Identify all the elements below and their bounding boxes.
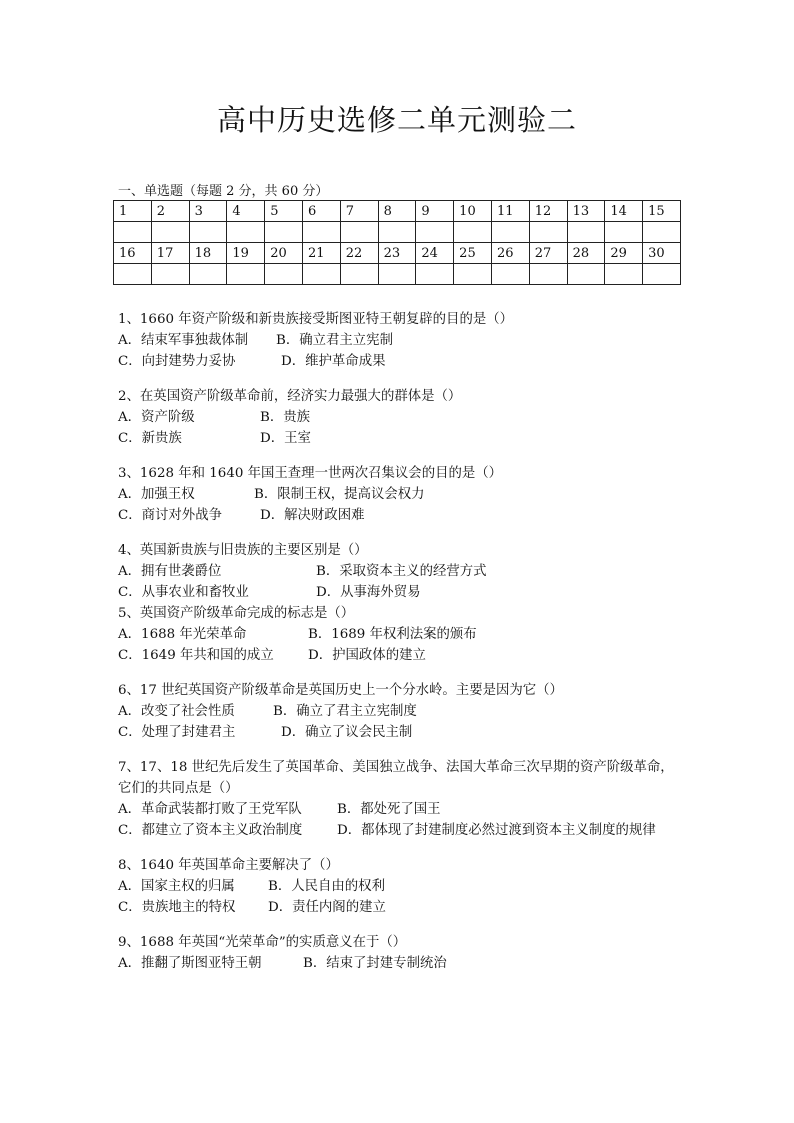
- grid-answer-row: [114, 264, 681, 285]
- option-c: C．1649 年共和国的成立: [118, 648, 274, 663]
- grid-number-cell: 10: [454, 201, 492, 222]
- grid-answer-cell[interactable]: [567, 264, 605, 285]
- grid-number-cell: 13: [567, 201, 605, 222]
- grid-number-row: [114, 201, 681, 222]
- question-7: [118, 757, 698, 841]
- grid-number-cell: 9: [416, 201, 454, 222]
- grid-answer-cell[interactable]: [151, 222, 189, 243]
- question-stem: 9、1688 年英国“光荣革命”的实质意义在于（）: [118, 935, 407, 950]
- question-list: [118, 309, 698, 988]
- grid-number-cell: 2: [151, 201, 189, 222]
- option-c: C．贵族地主的特权: [118, 900, 236, 915]
- grid-number-cell: 14: [605, 201, 643, 222]
- question-2: [118, 386, 698, 449]
- option-b: B．采取资本主义的经营方式: [316, 564, 487, 579]
- option-c: C．向封建势力妥协: [118, 354, 236, 369]
- grid-number-cell: 24: [416, 243, 454, 264]
- grid-number-cell: 19: [227, 243, 265, 264]
- grid-number-cell: 20: [265, 243, 303, 264]
- grid-answer-cell[interactable]: [340, 222, 378, 243]
- grid-answer-cell[interactable]: [491, 222, 529, 243]
- grid-number-cell: 8: [378, 201, 416, 222]
- grid-answer-row: [114, 222, 681, 243]
- grid-answer-cell[interactable]: [227, 222, 265, 243]
- option-d: D．从事海外贸易: [316, 585, 421, 600]
- grid-answer-cell[interactable]: [378, 222, 416, 243]
- grid-answer-cell[interactable]: [189, 222, 227, 243]
- grid-answer-cell[interactable]: [491, 264, 529, 285]
- option-a: A．1688 年光荣革命: [118, 627, 247, 642]
- grid-number-cell: 16: [114, 243, 152, 264]
- question-1: [118, 309, 698, 372]
- grid-answer-cell[interactable]: [114, 222, 152, 243]
- option-a: A．加强王权: [118, 487, 195, 502]
- grid-number-cell: 28: [567, 243, 605, 264]
- option-b: B．限制王权，提高议会权力: [254, 487, 425, 502]
- option-a: A．推翻了斯图亚特王朝: [118, 956, 262, 971]
- option-d: D．确立了议会民主制: [281, 725, 413, 740]
- grid-number-cell: 30: [643, 243, 681, 264]
- question-3: [118, 463, 698, 526]
- grid-answer-cell[interactable]: [605, 264, 643, 285]
- question-stem: 7、17、18 世纪先后发生了英国革命、美国独立战争、法国大革命三次早期的资产阶级革命，: [118, 760, 674, 775]
- grid-number-cell: 22: [340, 243, 378, 264]
- option-a: A．结束军事独裁体制: [118, 333, 249, 348]
- grid-number-cell: 6: [302, 201, 340, 222]
- grid-number-cell: 26: [491, 243, 529, 264]
- question-6: [118, 680, 698, 743]
- option-b: B．确立君主立宪制: [276, 333, 393, 348]
- grid-answer-cell[interactable]: [302, 264, 340, 285]
- question-stem-continued: 它们的共同点是（）: [118, 781, 239, 796]
- grid-number-cell: 12: [529, 201, 567, 222]
- question-9: [118, 932, 698, 974]
- question-stem: 8、1640 年英国革命主要解决了（）: [118, 858, 339, 873]
- option-c: C．商讨对外战争: [118, 508, 222, 523]
- grid-answer-cell[interactable]: [643, 264, 681, 285]
- grid-answer-cell[interactable]: [114, 264, 152, 285]
- option-c: C．从事农业和畜牧业: [118, 585, 249, 600]
- section-heading: 一、单选题（每题 2 分，共 60 分）: [118, 184, 329, 199]
- question-stem: 2、在英国资产阶级革命前，经济实力最强大的群体是（）: [118, 389, 462, 404]
- grid-answer-cell[interactable]: [454, 264, 492, 285]
- option-a: A．国家主权的归属: [118, 879, 235, 894]
- option-d: D．护国政体的建立: [308, 648, 426, 663]
- grid-number-cell: 25: [454, 243, 492, 264]
- option-b: B．贵族: [260, 410, 311, 425]
- grid-answer-cell[interactable]: [378, 264, 416, 285]
- question-stem: 6、17 世纪英国资产阶级革命是英国历史上一个分水岭。主要是因为它（）: [118, 683, 563, 698]
- grid-number-cell: 5: [265, 201, 303, 222]
- option-d: D．解决财政困难: [260, 508, 365, 523]
- option-b: B．人民自由的权利: [268, 879, 385, 894]
- grid-number-cell: 11: [491, 201, 529, 222]
- grid-number-cell: 3: [189, 201, 227, 222]
- grid-answer-cell[interactable]: [151, 264, 189, 285]
- grid-answer-cell[interactable]: [340, 264, 378, 285]
- grid-number-cell: 7: [340, 201, 378, 222]
- grid-answer-cell[interactable]: [605, 222, 643, 243]
- grid-number-row: [114, 243, 681, 264]
- grid-answer-cell[interactable]: [567, 222, 605, 243]
- option-d: D．都体现了封建制度必然过渡到资本主义制度的规律: [337, 823, 656, 838]
- grid-number-cell: 23: [378, 243, 416, 264]
- grid-number-cell: 27: [529, 243, 567, 264]
- answer-grid: [113, 200, 681, 285]
- grid-number-cell: 15: [643, 201, 681, 222]
- grid-answer-cell[interactable]: [416, 222, 454, 243]
- grid-answer-cell[interactable]: [302, 222, 340, 243]
- grid-number-cell: 1: [114, 201, 152, 222]
- grid-answer-cell[interactable]: [265, 264, 303, 285]
- grid-number-cell: 17: [151, 243, 189, 264]
- option-d: D．责任内阁的建立: [268, 900, 386, 915]
- grid-number-cell: 18: [189, 243, 227, 264]
- grid-number-cell: 29: [605, 243, 643, 264]
- option-d: D．维护革命成果: [281, 354, 386, 369]
- option-c: C．都建立了资本主义政治制度: [118, 823, 303, 838]
- question-stem: 1、1660 年资产阶级和新贵族接受斯图亚特王朝复辟的目的是（）: [118, 312, 514, 327]
- grid-answer-cell[interactable]: [189, 264, 227, 285]
- grid-answer-cell[interactable]: [265, 222, 303, 243]
- grid-answer-cell[interactable]: [643, 222, 681, 243]
- question-stem: 5、英国资产阶级革命完成的标志是（）: [118, 606, 355, 621]
- option-b: B．结束了封建专制统治: [303, 956, 447, 971]
- option-c: C．处理了封建君主: [118, 725, 236, 740]
- page-title: 高中历史选修二单元测验二: [216, 103, 577, 137]
- grid-number-cell: 21: [302, 243, 340, 264]
- question-5: [118, 603, 698, 666]
- question-stem: 4、英国新贵族与旧贵族的主要区别是（）: [118, 543, 368, 558]
- grid-answer-cell[interactable]: [529, 222, 567, 243]
- grid-answer-cell[interactable]: [227, 264, 265, 285]
- option-b: B．1689 年权利法案的颁布: [308, 627, 477, 642]
- question-stem: 3、1628 年和 1640 年国王查理一世两次召集议会的目的是（）: [118, 466, 503, 481]
- question-8: [118, 855, 698, 918]
- option-a: A．资产阶级: [118, 410, 195, 425]
- option-b: B．都处死了国王: [337, 802, 441, 817]
- grid-answer-cell[interactable]: [416, 264, 454, 285]
- option-a: A．拥有世袭爵位: [118, 564, 222, 579]
- option-b: B．确立了君主立宪制度: [273, 704, 417, 719]
- grid-answer-cell[interactable]: [454, 222, 492, 243]
- option-a: A．革命武装都打败了王党军队: [118, 802, 302, 817]
- option-c: C．新贵族: [118, 431, 182, 446]
- grid-number-cell: 4: [227, 201, 265, 222]
- option-a: A．改变了社会性质: [118, 704, 235, 719]
- option-d: D．王室: [260, 431, 311, 446]
- question-4: [118, 540, 698, 603]
- grid-answer-cell[interactable]: [529, 264, 567, 285]
